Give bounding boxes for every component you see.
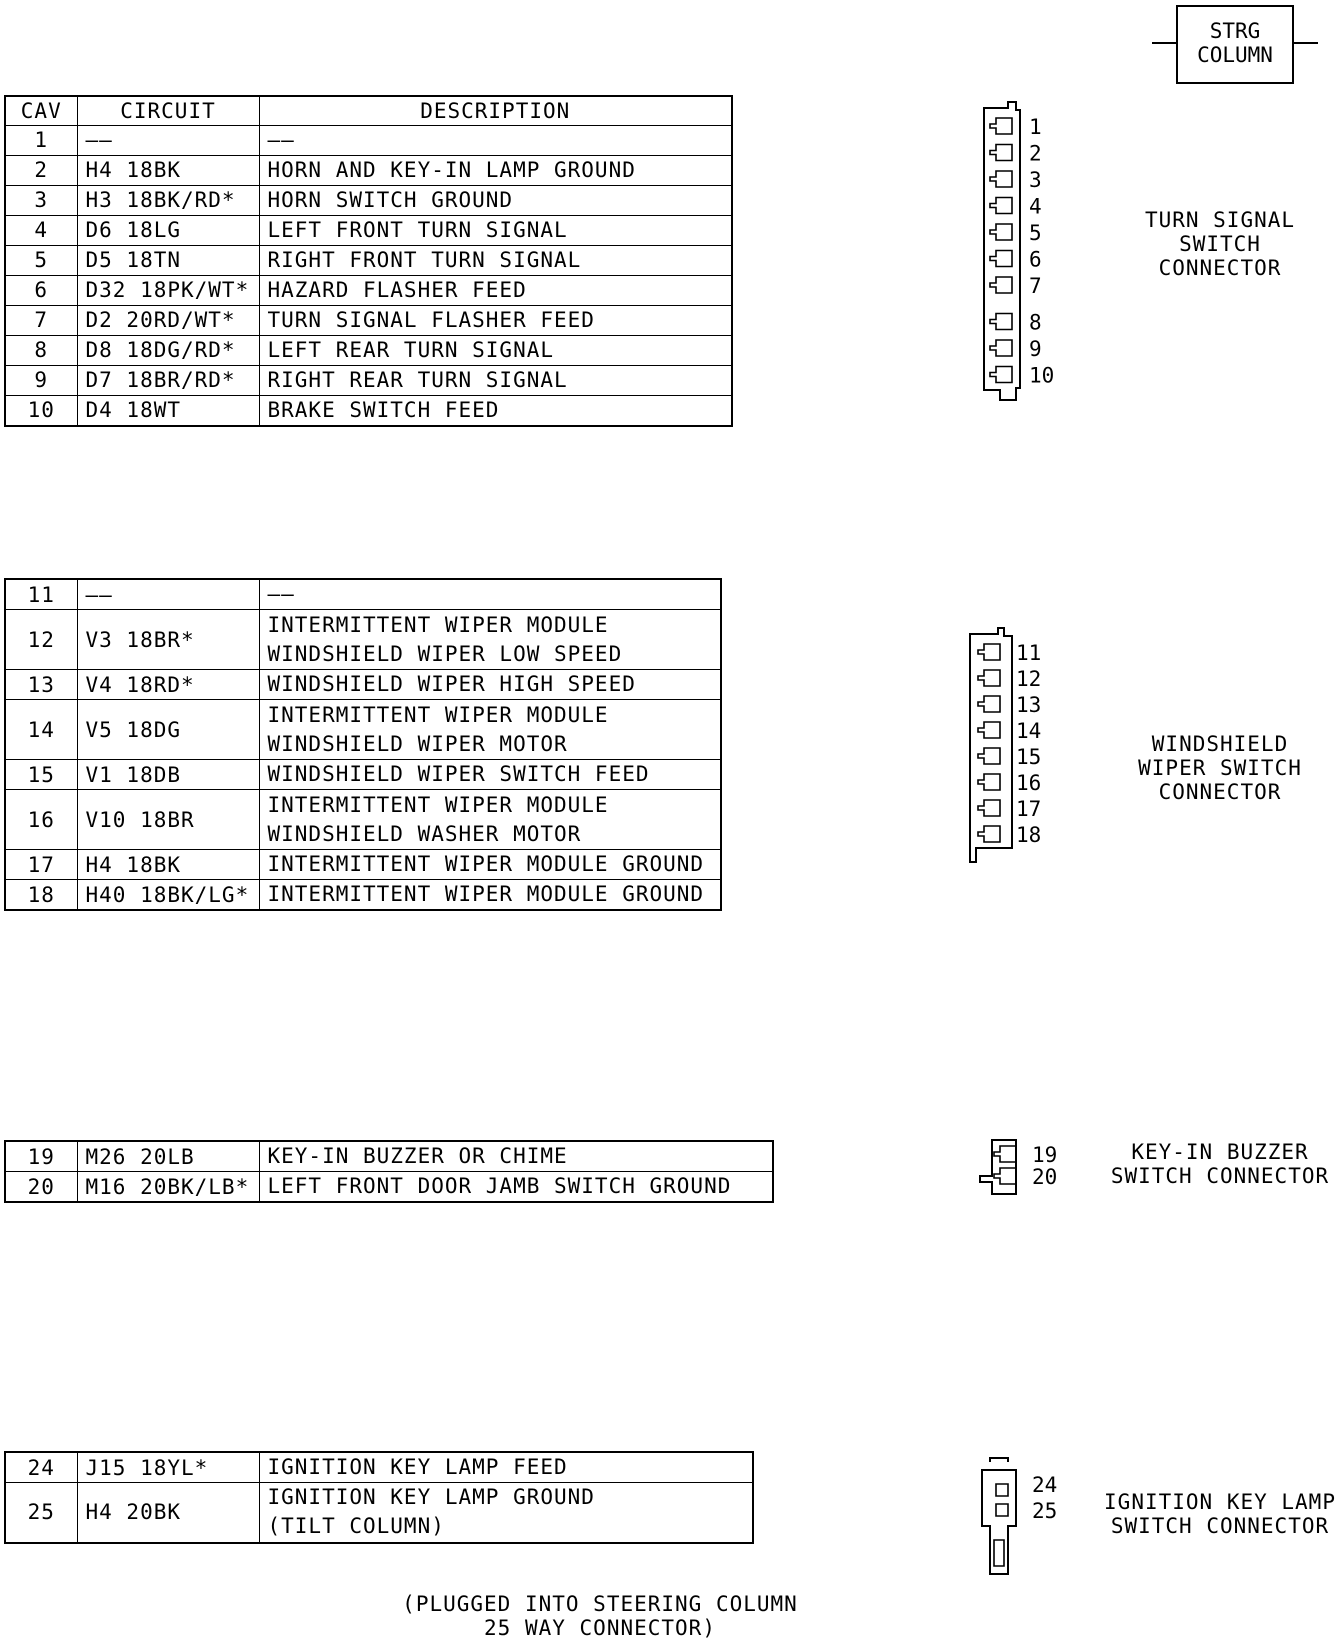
cell-cav: 2 bbox=[5, 155, 77, 185]
cell-cav: 1 bbox=[5, 125, 77, 155]
pin-number: 6 bbox=[1029, 247, 1042, 272]
cell-description: INTERMITTENT WIPER MODULE WINDSHIELD WIPER MOTOR bbox=[259, 700, 721, 760]
key-in-buzzer-connector-label: KEY-IN BUZZER SWITCH CONNECTOR bbox=[1110, 1140, 1330, 1188]
cell-circuit: V5 18DG bbox=[77, 700, 259, 760]
pin-slot bbox=[994, 1146, 1016, 1162]
cell-circuit: D8 18DG/RD* bbox=[77, 335, 259, 365]
pinout-table-wiper bbox=[4, 578, 722, 911]
cell-description: HORN AND KEY-IN LAMP GROUND bbox=[259, 155, 732, 185]
table-row bbox=[5, 305, 732, 335]
cell-cav: 7 bbox=[5, 305, 77, 335]
cell-circuit: V10 18BR bbox=[77, 790, 259, 850]
pin-number: 25 bbox=[1032, 1499, 1058, 1523]
pin-number: 12 bbox=[1016, 667, 1042, 691]
cell-cav: 16 bbox=[5, 790, 77, 850]
table-row bbox=[5, 790, 721, 850]
pin-number: 8 bbox=[1029, 310, 1042, 335]
pin-number: 1 bbox=[1029, 115, 1042, 139]
cell-circuit: H4 18BK bbox=[77, 850, 259, 880]
strg-column-line1: STRG bbox=[1209, 19, 1261, 43]
table-row bbox=[5, 880, 721, 911]
pin-slot bbox=[990, 118, 1012, 134]
cell-cav: 25 bbox=[5, 1483, 77, 1543]
pin-number: 18 bbox=[1016, 823, 1042, 847]
cell-cav: 12 bbox=[5, 610, 77, 670]
cell-description: —— bbox=[259, 579, 721, 610]
pinout-table-ignition bbox=[4, 1451, 754, 1544]
pin-number: 24 bbox=[1032, 1473, 1058, 1497]
table-row bbox=[5, 1452, 753, 1483]
cell-description: BRAKE SWITCH FEED bbox=[259, 395, 732, 426]
table-row bbox=[5, 125, 732, 155]
pin-slot bbox=[978, 696, 1000, 712]
pin-slot bbox=[978, 722, 1000, 738]
ignition-key-lamp-connector-icon bbox=[978, 1456, 1058, 1576]
table-row bbox=[5, 1141, 773, 1172]
table-row bbox=[5, 215, 732, 245]
cell-circuit: D2 20RD/WT* bbox=[77, 305, 259, 335]
cell-circuit: V1 18DB bbox=[77, 760, 259, 790]
pin-slot bbox=[978, 670, 1000, 686]
table-header bbox=[5, 96, 732, 125]
strg-column-box bbox=[1176, 5, 1294, 84]
turn-signal-connector-label: TURN SIGNAL SWITCH CONNECTOR bbox=[1144, 208, 1296, 280]
cell-description: KEY-IN BUZZER OR CHIME bbox=[259, 1141, 773, 1172]
cell-description: LEFT FRONT TURN SIGNAL bbox=[259, 215, 732, 245]
cell-circuit: D5 18TN bbox=[77, 245, 259, 275]
pin-number: 7 bbox=[1029, 274, 1042, 298]
ignition-key-lamp-connector-label: IGNITION KEY LAMP SWITCH CONNECTOR bbox=[1104, 1490, 1336, 1538]
cell-description: INTERMITTENT WIPER MODULE GROUND bbox=[259, 850, 721, 880]
pin-slot bbox=[978, 774, 1000, 790]
cell-circuit: H3 18BK/RD* bbox=[77, 185, 259, 215]
table-row bbox=[5, 395, 732, 426]
pin-number: 4 bbox=[1029, 194, 1042, 219]
header-circuit: CIRCUIT bbox=[77, 96, 259, 125]
cell-description: —— bbox=[259, 125, 732, 155]
cell-cav: 10 bbox=[5, 395, 77, 426]
cell-cav: 11 bbox=[5, 579, 77, 610]
table-row bbox=[5, 275, 732, 305]
cell-cav: 8 bbox=[5, 335, 77, 365]
table-row bbox=[5, 185, 732, 215]
cell-circuit: D6 18LG bbox=[77, 215, 259, 245]
pin-slot bbox=[990, 198, 1012, 214]
pin-slot bbox=[990, 224, 1012, 240]
table-row bbox=[5, 245, 732, 275]
cell-circuit: D32 18PK/WT* bbox=[77, 275, 259, 305]
strg-column-line2: COLUMN bbox=[1197, 43, 1273, 67]
table-row bbox=[5, 365, 732, 395]
cell-cav: 18 bbox=[5, 880, 77, 911]
header-description: DESCRIPTION bbox=[259, 96, 732, 125]
pin-slot bbox=[990, 171, 1012, 187]
pin-slot bbox=[990, 340, 1012, 356]
pin-number: 10 bbox=[1029, 363, 1055, 388]
cell-cav: 5 bbox=[5, 245, 77, 275]
cell-description: IGNITION KEY LAMP GROUND (TILT COLUMN) bbox=[259, 1483, 753, 1543]
cell-description: RIGHT REAR TURN SIGNAL bbox=[259, 365, 732, 395]
pin-slot bbox=[978, 748, 1000, 764]
cell-cav: 15 bbox=[5, 760, 77, 790]
cell-description: RIGHT FRONT TURN SIGNAL bbox=[259, 245, 732, 275]
cell-circuit: V3 18BR* bbox=[77, 610, 259, 670]
cell-description: WINDSHIELD WIPER HIGH SPEED bbox=[259, 670, 721, 700]
pin-number: 13 bbox=[1016, 693, 1042, 717]
pin-number: 19 bbox=[1032, 1143, 1058, 1167]
cell-circuit: D4 18WT bbox=[77, 395, 259, 426]
cell-description: INTERMITTENT WIPER MODULE WINDSHIELD WIPER LOW SPEED bbox=[259, 610, 721, 670]
key-in-buzzer-connector-icon bbox=[978, 1138, 1058, 1198]
cell-cav: 13 bbox=[5, 670, 77, 700]
cell-description: LEFT FRONT DOOR JAMB SWITCH GROUND bbox=[259, 1172, 773, 1203]
cell-circuit: H4 18BK bbox=[77, 155, 259, 185]
cell-circuit: —— bbox=[77, 125, 259, 155]
strg-stub-right bbox=[1294, 42, 1318, 44]
table-row bbox=[5, 155, 732, 185]
cell-circuit: M26 20LB bbox=[77, 1141, 259, 1172]
cell-cav: 4 bbox=[5, 215, 77, 245]
cell-circuit: D7 18BR/RD* bbox=[77, 365, 259, 395]
wiper-connector-label: WINDSHIELD WIPER SWITCH CONNECTOR bbox=[1138, 732, 1302, 804]
header-cav: CAV bbox=[5, 96, 77, 125]
cell-description: HORN SWITCH GROUND bbox=[259, 185, 732, 215]
cell-cav: 3 bbox=[5, 185, 77, 215]
cell-cav: 6 bbox=[5, 275, 77, 305]
table-row bbox=[5, 700, 721, 760]
cell-description: TURN SIGNAL FLASHER FEED bbox=[259, 305, 732, 335]
pin-number: 20 bbox=[1032, 1165, 1058, 1189]
cell-circuit: M16 20BK/LB* bbox=[77, 1172, 259, 1203]
cell-cav: 19 bbox=[5, 1141, 77, 1172]
pin-slot bbox=[978, 826, 1000, 842]
pin-number: 14 bbox=[1016, 719, 1042, 743]
strg-stub-left bbox=[1152, 42, 1176, 44]
table-row bbox=[5, 670, 721, 700]
cell-cav: 14 bbox=[5, 700, 77, 760]
cell-description: WINDSHIELD WIPER SWITCH FEED bbox=[259, 760, 721, 790]
cell-description: LEFT REAR TURN SIGNAL bbox=[259, 335, 732, 365]
cell-cav: 9 bbox=[5, 365, 77, 395]
pin-slot bbox=[990, 145, 1012, 161]
pinout-table-buzzer bbox=[4, 1140, 774, 1203]
table-row bbox=[5, 610, 721, 670]
cell-circuit: J15 18YL* bbox=[77, 1452, 259, 1483]
cell-cav: 20 bbox=[5, 1172, 77, 1203]
cell-description: INTERMITTENT WIPER MODULE WINDSHIELD WASHER MOTOR bbox=[259, 790, 721, 850]
table-row bbox=[5, 335, 732, 365]
pin-slot bbox=[990, 314, 1012, 330]
pin-slot bbox=[990, 277, 1012, 293]
cell-circuit: —— bbox=[77, 579, 259, 610]
table-row bbox=[5, 1483, 753, 1543]
footnote: (PLUGGED INTO STEERING COLUMN 25 WAY CONNECTOR) bbox=[402, 1592, 798, 1640]
pin-number: 17 bbox=[1016, 797, 1042, 821]
table-row bbox=[5, 1172, 773, 1203]
cell-description: INTERMITTENT WIPER MODULE GROUND bbox=[259, 880, 721, 911]
pin-slot bbox=[978, 800, 1000, 816]
pin-slot bbox=[978, 644, 1000, 660]
pin-number: 5 bbox=[1029, 221, 1042, 245]
cell-cav: 24 bbox=[5, 1452, 77, 1483]
pinout-table-turn-signal bbox=[4, 95, 733, 427]
table-row bbox=[5, 850, 721, 880]
pin-number: 9 bbox=[1029, 337, 1042, 361]
wiper-connector-icon bbox=[972, 626, 1052, 866]
cell-cav: 17 bbox=[5, 850, 77, 880]
cell-circuit: H4 20BK bbox=[77, 1483, 259, 1543]
pin-number: 11 bbox=[1016, 641, 1042, 665]
pin-slot bbox=[994, 1168, 1016, 1184]
pin-number: 15 bbox=[1016, 745, 1042, 769]
cell-circuit: V4 18RD* bbox=[77, 670, 259, 700]
pin-slot bbox=[990, 367, 1012, 383]
cell-circuit: H40 18BK/LG* bbox=[77, 880, 259, 911]
cell-description: HAZARD FLASHER FEED bbox=[259, 275, 732, 305]
cell-description: IGNITION KEY LAMP FEED bbox=[259, 1452, 753, 1483]
pin-slot bbox=[990, 251, 1012, 267]
pin-number: 3 bbox=[1029, 168, 1042, 192]
table-row bbox=[5, 760, 721, 790]
turn-signal-connector-icon bbox=[980, 100, 1060, 410]
pin-number: 2 bbox=[1029, 141, 1042, 166]
table-row bbox=[5, 579, 721, 610]
pin-number: 16 bbox=[1016, 771, 1042, 795]
